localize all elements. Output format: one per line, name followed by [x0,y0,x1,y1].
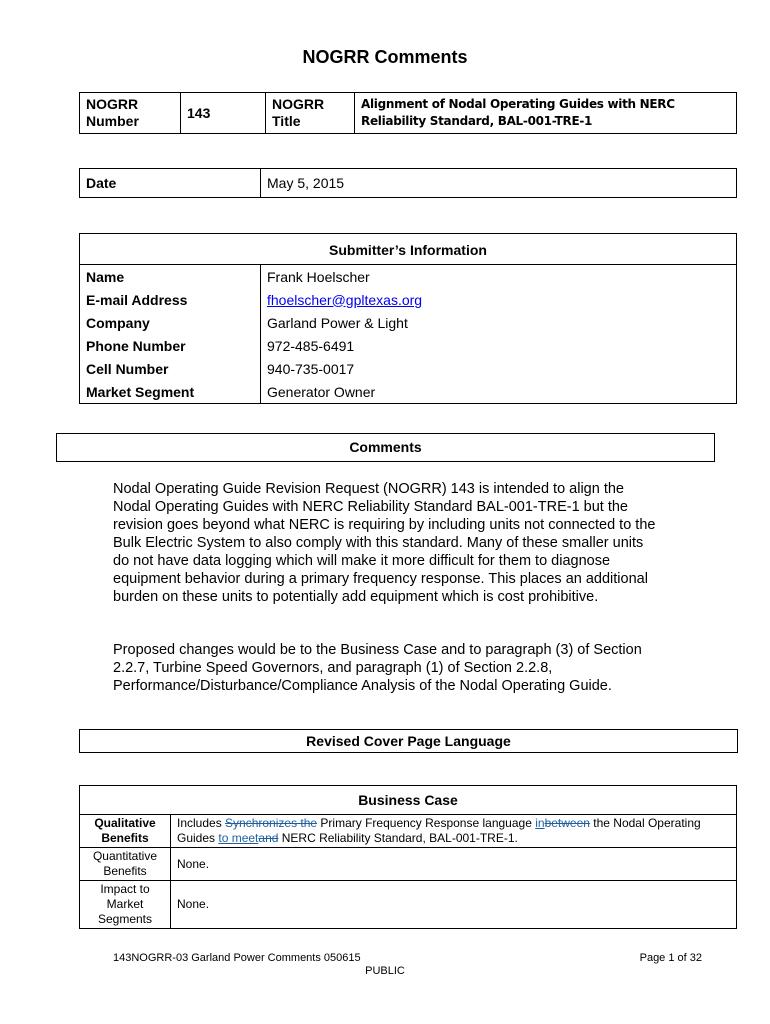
deleted-text: Synchronizes the [225,816,318,830]
table-row [80,380,737,404]
inserted-text: to meet [218,831,259,845]
footer-page-number: Page 1 of 32 [639,952,702,964]
table-row [80,881,737,929]
name-value: Frank Hoelscher [261,265,737,289]
comments-paragraph-2: Proposed changes would be to the Business Case and to paragraph (3) of Section 2.2.7, Turbine Speed Governors, and paragraph (1) of Section 2.2.8, Performance/Disturbance/Compliance Analysis of the Nodal Operating Guide. [113,642,642,694]
nogrr-title-label: NOGRR Title [266,93,355,134]
impact-label: Impact to Market Segments [80,881,171,929]
deleted-text: between [544,816,590,830]
table-row [80,334,737,357]
company-value: Garland Power & Light [261,311,737,334]
nogrr-number-value: 143 [181,93,266,134]
email-link[interactable]: fhoelscher@gpltexas.org [267,291,423,308]
name-label: Name [80,265,261,289]
business-case-heading: Business Case [80,786,737,815]
phone-value: 972-485-6491 [261,334,737,357]
nogrr-title-value: Alignment of Nodal Operating Guides with NERC Reliability Standard, BAL-001-TRE-1 [355,93,737,134]
footer-classification: PUBLIC [365,965,405,977]
comments-heading: Comments [56,433,715,462]
company-label: Company [80,311,261,334]
quantitative-benefits-value: None. [171,848,737,881]
table-row [80,288,737,311]
table-row [80,357,737,380]
cell-value: 940-735-0017 [261,357,737,380]
nogrr-number-label: NOGRR Number [80,93,181,134]
quantitative-benefits-label: Quantitative Benefits [80,848,171,881]
phone-label: Phone Number [80,334,261,357]
date-table [79,168,737,198]
email-label: E-mail Address [80,288,261,311]
cell-label: Cell Number [80,357,261,380]
submitter-table [79,233,737,404]
deleted-text: and [258,831,279,845]
impact-value: None. [171,881,737,929]
revised-cover-heading: Revised Cover Page Language [79,729,738,753]
date-label: Date [80,169,261,198]
qualitative-benefits-label: Qualitative Benefits [80,815,171,848]
table-row [80,848,737,881]
footer-document-name: 143NOGRR-03 Garland Power Comments 050615 [113,952,361,964]
table-row [80,311,737,334]
market-segment-label: Market Segment [80,380,261,404]
inserted-text: in [535,816,545,830]
comments-paragraph-1: Nodal Operating Guide Revision Request (NOGRR) 143 is intended to align the Nodal Operating Guides with NERC Reliability Standard BAL-001-TRE-1 but the revision goes beyond what NERC is requiring by including units not connected to the Bulk Electric System to also comply with this standard. Many of these smaller units do not have data logging which will make it more difficult for them to diagnose equipment behavior during a primary frequency response. This places an additional burden on these units to potentially add equipment which is cost prohibitive. [113,481,656,605]
page-title: NOGRR Comments [302,47,468,67]
nogrr-header-table [79,92,737,134]
business-case-table [79,785,737,929]
table-row [80,265,737,289]
market-segment-value: Generator Owner [261,380,737,404]
submitter-heading: Submitter’s Information [80,234,737,265]
qualitative-benefits-value: Includes Synchronizes the Primary Frequency Response language inbetween the Nodal Operating Guides to meetand NERC Reliability Standard, BAL-001-TRE-1. [171,815,737,848]
table-row [80,815,737,848]
date-value: May 5, 2015 [261,169,737,198]
